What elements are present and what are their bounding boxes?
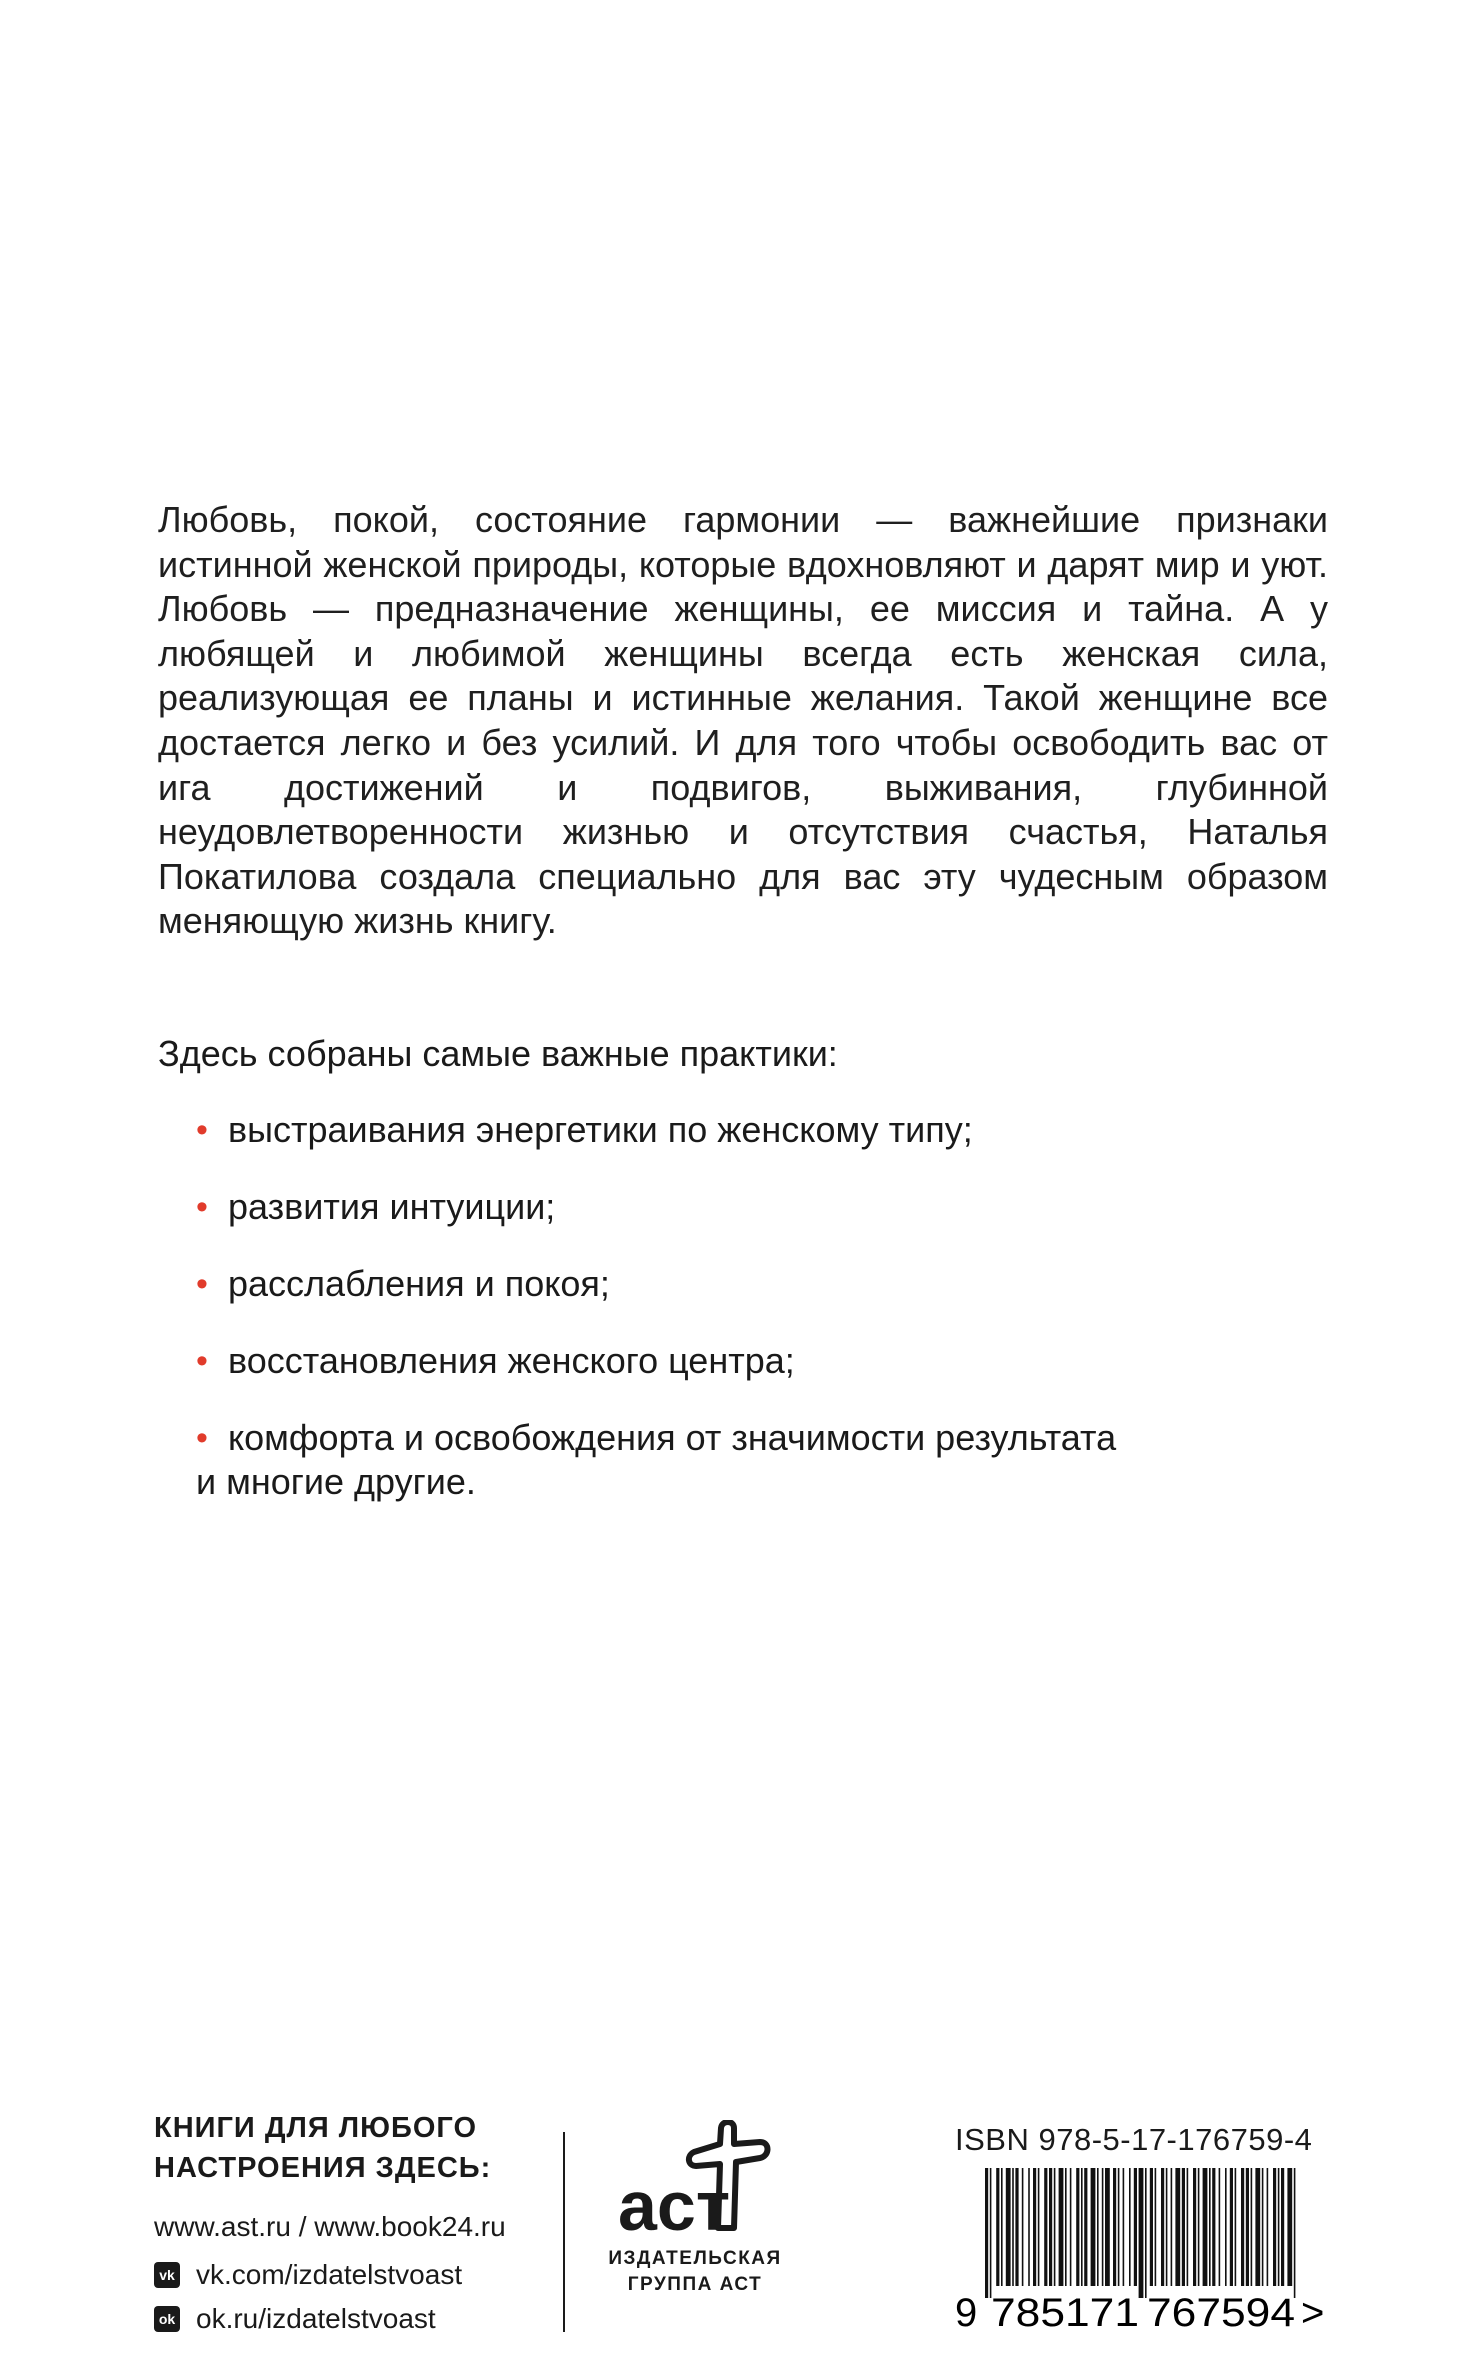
barcode-bar [1198, 2168, 1200, 2286]
barcode-bar [1091, 2168, 1096, 2286]
barcode-bar [1105, 2168, 1110, 2286]
barcode-bar [1028, 2168, 1030, 2286]
barcode-bar [1161, 2168, 1164, 2286]
barcode-bar [1006, 2168, 1011, 2286]
barcode-digit-first: 9 [955, 2291, 978, 2330]
barcode-bar [1230, 2168, 1233, 2286]
barcode-bar [990, 2168, 992, 2298]
barcode-bar [1022, 2168, 1024, 2286]
barcode-digits-left: 785171 [991, 2291, 1139, 2330]
barcode-bar [1251, 2168, 1253, 2286]
barcode-bar [1054, 2168, 1056, 2286]
barcode-bar [1150, 2168, 1153, 2286]
barcode-bar [1255, 2168, 1260, 2286]
publisher-name: ИЗДАТЕЛЬСКАЯ ГРУППА АСТ [608, 2248, 782, 2295]
barcode-bar [1123, 2168, 1125, 2286]
list-item: • выстраивания энергетики по женскому типу; [196, 1109, 973, 1150]
bullet-icon: • [196, 1188, 208, 1226]
barcode-bar [1139, 2168, 1144, 2298]
vk-link[interactable]: vk vk.com/izdatelstvoast [154, 2256, 506, 2294]
bullet-icon: • [196, 1342, 208, 1380]
list-item: • комфорта и освобождения от значимости результата и многие другие. [196, 1417, 1117, 1502]
barcode-bar [1246, 2168, 1249, 2286]
barcode-bar [1193, 2168, 1196, 2286]
isbn-number: ISBN 978-5-17-176759-4 [955, 2122, 1313, 2157]
barcode-bar [1203, 2168, 1208, 2286]
practices-list [196, 1108, 1338, 1537]
barcode-bar [996, 2168, 999, 2286]
footer-heading: КНИГИ ДЛЯ ЛЮБОГО НАСТРОЕНИЯ ЗДЕСЬ: [154, 2112, 492, 2184]
barcode-bar [1182, 2168, 1185, 2286]
barcode-end-mark: > [1301, 2291, 1325, 2330]
barcode-bar [1081, 2168, 1083, 2286]
barcode-bar [985, 2168, 988, 2298]
barcode-bar [1038, 2168, 1040, 2286]
barcode-bar [1134, 2168, 1137, 2286]
practices-intro: Здесь собраны самые важные практики: [158, 1033, 838, 1074]
barcode-bar [1212, 2168, 1215, 2286]
barcode-bar [1015, 2168, 1018, 2286]
isbn-block [955, 2122, 1335, 2330]
barcode-bar [1294, 2168, 1296, 2298]
barcode-bar [1033, 2168, 1036, 2286]
list-item: • расслабления и покоя; [196, 1263, 610, 1304]
website-links[interactable]: www.ast.ru / www.book24.ru [154, 2211, 506, 2242]
list-item: • восстановления женского центра; [196, 1340, 795, 1381]
barcode-bar [1155, 2168, 1157, 2286]
ok-link[interactable]: ok ok.ru/izdatelstvoast [154, 2300, 506, 2338]
barcode-bar [1219, 2168, 1221, 2286]
footer-links [154, 2108, 506, 2344]
bullet-icon: • [196, 1419, 208, 1457]
barcode-bar [1278, 2168, 1280, 2286]
barcode-bar [1097, 2168, 1099, 2286]
barcode [955, 2168, 1335, 2330]
barcode-digits-right: 767594 [1147, 2291, 1295, 2330]
barcode-bar [1102, 2168, 1104, 2286]
barcode-bar [1001, 2168, 1003, 2286]
barcode-bar [1175, 2168, 1180, 2286]
svg-text:аст: аст [618, 2167, 731, 2240]
barcode-bar [1209, 2168, 1211, 2286]
description-text [158, 498, 1328, 944]
barcode-bar [1012, 2168, 1014, 2286]
barcode-bar [1235, 2168, 1237, 2286]
barcode-bar [1059, 2168, 1064, 2286]
ast-logo-icon [600, 2120, 790, 2240]
barcode-bars [985, 2168, 1295, 2298]
barcode-bar [1166, 2168, 1168, 2286]
barcode-bar [1225, 2168, 1227, 2286]
barcode-bar [1084, 2168, 1087, 2286]
barcode-bar [1129, 2168, 1131, 2286]
barcode-bar [1065, 2168, 1067, 2286]
barcode-bar [1267, 2168, 1269, 2286]
publisher-logo [590, 2120, 800, 2298]
barcode-bar [1273, 2168, 1276, 2286]
barcode-bar [1044, 2168, 1047, 2286]
ok-icon: ok [154, 2306, 180, 2332]
barcode-bar [1171, 2168, 1173, 2286]
barcode-bar [1049, 2168, 1052, 2286]
list-item: • развития интуиции; [196, 1186, 556, 1227]
barcode-bar [1113, 2168, 1116, 2286]
barcode-bar [1187, 2168, 1189, 2286]
barcode-bar [1241, 2168, 1244, 2286]
barcode-bar [1262, 2168, 1264, 2286]
vk-icon: vk [154, 2262, 180, 2288]
description-paragraph: Любовь, покой, состояние гармонии — важнейшие признаки истинной женской природы, которые вдохновляют и дарят мир и уют. Любовь — предназначение женщины, ее миссия и тайна. А у любящей и любимой женщины всегда есть женская сила, реализующая ее планы и истинные желания. Такой женщине все достается легко и без усилий. И для того чтобы освободить вас от ига достижений и подвигов, выживания, глубинной неудовлетворенности жизнью и отсутствия счастья, Наталья Покатилова создала специально для вас эту чудесным образом меняющую жизнь книгу. [158, 499, 1328, 942]
barcode-bar [1287, 2168, 1292, 2286]
barcode-bar [1076, 2168, 1079, 2286]
footer-divider [563, 2132, 565, 2332]
barcode-bar [1070, 2168, 1072, 2286]
bullet-icon: • [196, 1111, 208, 1149]
barcode-bar [1118, 2168, 1120, 2286]
barcode-bar [1145, 2168, 1147, 2298]
bullet-icon: • [196, 1265, 208, 1303]
barcode-bar [1281, 2168, 1284, 2286]
